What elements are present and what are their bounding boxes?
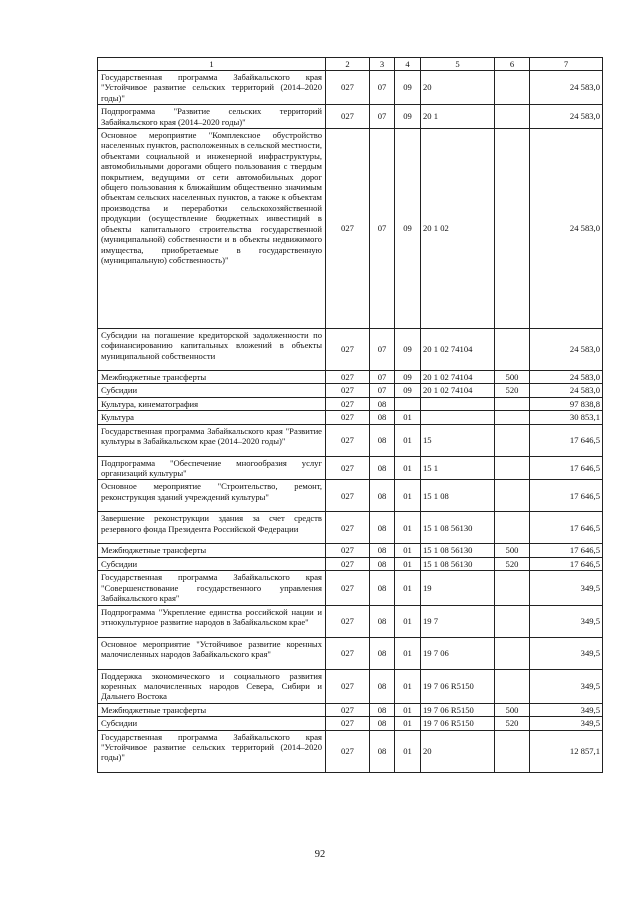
subsection-code-cell: 01 xyxy=(395,717,421,730)
expense-type-cell xyxy=(495,669,530,703)
ved-code-cell: 027 xyxy=(326,411,370,424)
ved-code-cell: 027 xyxy=(326,424,370,456)
row-name-cell: Субсидии xyxy=(98,384,326,397)
row-name-cell: Межбюджетные трансферты xyxy=(98,371,326,384)
section-code-cell: 08 xyxy=(370,703,395,716)
subsection-code-cell: 01 xyxy=(395,557,421,570)
target-article-cell: 19 7 06 R5150 xyxy=(421,717,495,730)
target-article-cell: 15 1 xyxy=(421,456,495,480)
amount-cell: 24 583,0 xyxy=(530,329,603,371)
amount-cell: 24 583,0 xyxy=(530,129,603,329)
table-row xyxy=(98,397,603,410)
target-article-cell: 15 xyxy=(421,424,495,456)
target-article-cell: 15 1 08 56130 xyxy=(421,544,495,557)
ved-code-cell: 027 xyxy=(326,637,370,669)
amount-cell: 97 838,8 xyxy=(530,397,603,410)
amount-cell: 17 646,5 xyxy=(530,480,603,512)
subsection-code-cell: 01 xyxy=(395,703,421,716)
subsection-code-cell: 01 xyxy=(395,637,421,669)
row-name-cell: Подпрограмма "Укрепление единства российской нации и этнокультурное развитие народов в Забайкальском крае" xyxy=(98,605,326,637)
row-name-cell: Культура, кинематография xyxy=(98,397,326,410)
target-article-cell xyxy=(421,411,495,424)
expense-type-cell: 500 xyxy=(495,371,530,384)
table-row xyxy=(98,669,603,703)
section-code-cell: 07 xyxy=(370,129,395,329)
row-name-cell: Культура xyxy=(98,411,326,424)
ved-code-cell: 027 xyxy=(326,397,370,410)
amount-cell: 24 583,0 xyxy=(530,384,603,397)
section-code-cell: 08 xyxy=(370,571,395,605)
expense-type-cell xyxy=(495,571,530,605)
ved-code-cell: 027 xyxy=(326,730,370,772)
expense-type-cell xyxy=(495,129,530,329)
amount-cell: 349,5 xyxy=(530,669,603,703)
target-article-cell: 19 7 06 xyxy=(421,637,495,669)
amount-cell: 17 646,5 xyxy=(530,557,603,570)
ved-code-cell: 027 xyxy=(326,129,370,329)
expense-type-cell: 520 xyxy=(495,384,530,397)
subsection-code-cell: 01 xyxy=(395,480,421,512)
subsection-code-cell: 09 xyxy=(395,129,421,329)
header-cell: 7 xyxy=(530,58,603,71)
ved-code-cell: 027 xyxy=(326,544,370,557)
row-name-cell: Основное мероприятие "Комплексное обустройство населенных пунктов, расположенных в сельской местности, объектами социальной и инженерной инфраструктуры, автомобильными дорогами общего пользования с твердым покрытием, ведущими от сети автомобильных дорог общего пользования к ближайшим общественно значимым объектам сельских населенных пунктов, а также к объектам производства и переработки сельскохозяйственной продукции (осуществление бюджетных инвестиций в объекты капитального строительства государственной (муниципальной) собственности и в объекты недвижимого имущества, приобретаемые в государственную (муниципальную) собственность)" xyxy=(98,129,326,329)
ved-code-cell: 027 xyxy=(326,456,370,480)
amount-cell: 349,5 xyxy=(530,703,603,716)
table-row xyxy=(98,703,603,716)
amount-cell: 30 853,1 xyxy=(530,411,603,424)
budget-table xyxy=(97,57,603,773)
target-article-cell: 20 1 02 xyxy=(421,129,495,329)
expense-type-cell: 500 xyxy=(495,544,530,557)
expense-type-cell xyxy=(495,512,530,544)
subsection-code-cell: 01 xyxy=(395,456,421,480)
row-name-cell: Завершение реконструкции здания за счет средств резервного фонда Президента Российской Федерации xyxy=(98,512,326,544)
ved-code-cell: 027 xyxy=(326,605,370,637)
expense-type-cell xyxy=(495,456,530,480)
subsection-code-cell: 01 xyxy=(395,544,421,557)
amount-cell: 349,5 xyxy=(530,637,603,669)
amount-cell: 24 583,0 xyxy=(530,105,603,129)
table-row xyxy=(98,384,603,397)
section-code-cell: 07 xyxy=(370,371,395,384)
ved-code-cell: 027 xyxy=(326,512,370,544)
section-code-cell: 07 xyxy=(370,71,395,105)
table-row xyxy=(98,637,603,669)
target-article-cell: 19 7 06 R5150 xyxy=(421,669,495,703)
target-article-cell xyxy=(421,397,495,410)
target-article-cell: 20 1 xyxy=(421,105,495,129)
table-row xyxy=(98,571,603,605)
expense-type-cell: 500 xyxy=(495,703,530,716)
ved-code-cell: 027 xyxy=(326,105,370,129)
section-code-cell: 07 xyxy=(370,329,395,371)
target-article-cell: 20 1 02 74104 xyxy=(421,371,495,384)
ved-code-cell: 027 xyxy=(326,703,370,716)
table-row xyxy=(98,605,603,637)
section-code-cell: 08 xyxy=(370,557,395,570)
expense-type-cell xyxy=(495,397,530,410)
subsection-code-cell: 01 xyxy=(395,424,421,456)
section-code-cell: 08 xyxy=(370,456,395,480)
ved-code-cell: 027 xyxy=(326,329,370,371)
expense-type-cell xyxy=(495,411,530,424)
target-article-cell: 15 1 08 56130 xyxy=(421,557,495,570)
row-name-cell: Государственная программа Забайкальского края "Устойчивое развитие сельских территорий (2014–2020 годы)" xyxy=(98,730,326,772)
header-cell: 4 xyxy=(395,58,421,71)
amount-cell: 349,5 xyxy=(530,717,603,730)
subsection-code-cell: 01 xyxy=(395,512,421,544)
header-cell: 5 xyxy=(421,58,495,71)
table-header-row xyxy=(98,58,603,71)
row-name-cell: Основное мероприятие "Строительство, ремонт, реконструкция зданий учреждений культуры" xyxy=(98,480,326,512)
amount-cell: 17 646,5 xyxy=(530,512,603,544)
header-cell: 2 xyxy=(326,58,370,71)
table-row xyxy=(98,480,603,512)
amount-cell: 24 583,0 xyxy=(530,371,603,384)
section-code-cell: 08 xyxy=(370,717,395,730)
section-code-cell: 07 xyxy=(370,384,395,397)
ved-code-cell: 027 xyxy=(326,384,370,397)
table-body xyxy=(98,71,603,773)
table-row xyxy=(98,544,603,557)
target-article-cell: 20 xyxy=(421,730,495,772)
target-article-cell: 19 7 xyxy=(421,605,495,637)
table-row xyxy=(98,411,603,424)
target-article-cell: 20 1 02 74104 xyxy=(421,329,495,371)
row-name-cell: Государственная программа Забайкальского края "Устойчивое развитие сельских территорий (2014–2020 годы)" xyxy=(98,71,326,105)
amount-cell: 24 583,0 xyxy=(530,71,603,105)
subsection-code-cell: 01 xyxy=(395,411,421,424)
target-article-cell: 19 xyxy=(421,571,495,605)
expense-type-cell xyxy=(495,71,530,105)
table-row xyxy=(98,456,603,480)
section-code-cell: 08 xyxy=(370,605,395,637)
target-article-cell: 20 1 02 74104 xyxy=(421,384,495,397)
section-code-cell: 08 xyxy=(370,730,395,772)
header-cell: 6 xyxy=(495,58,530,71)
table-row xyxy=(98,717,603,730)
subsection-code-cell: 01 xyxy=(395,730,421,772)
section-code-cell: 08 xyxy=(370,512,395,544)
subsection-code-cell: 01 xyxy=(395,605,421,637)
section-code-cell: 08 xyxy=(370,480,395,512)
table-row xyxy=(98,730,603,772)
amount-cell: 17 646,5 xyxy=(530,456,603,480)
subsection-code-cell: 09 xyxy=(395,71,421,105)
subsection-code-cell: 09 xyxy=(395,371,421,384)
section-code-cell: 08 xyxy=(370,637,395,669)
amount-cell: 17 646,5 xyxy=(530,424,603,456)
page-number: 92 xyxy=(314,849,326,860)
target-article-cell: 19 7 06 R5150 xyxy=(421,703,495,716)
expense-type-cell xyxy=(495,480,530,512)
ved-code-cell: 027 xyxy=(326,371,370,384)
section-code-cell: 07 xyxy=(370,105,395,129)
table-row xyxy=(98,371,603,384)
section-code-cell: 08 xyxy=(370,424,395,456)
ved-code-cell: 027 xyxy=(326,480,370,512)
table-row xyxy=(98,129,603,329)
expense-type-cell xyxy=(495,105,530,129)
ved-code-cell: 027 xyxy=(326,669,370,703)
row-name-cell: Межбюджетные трансферты xyxy=(98,703,326,716)
expense-type-cell: 520 xyxy=(495,717,530,730)
table-row xyxy=(98,557,603,570)
table-row xyxy=(98,424,603,456)
table-row xyxy=(98,512,603,544)
table-row xyxy=(98,105,603,129)
row-name-cell: Подпрограмма "Развитие сельских территорий Забайкальского края (2014–2020 годы)" xyxy=(98,105,326,129)
ved-code-cell: 027 xyxy=(326,717,370,730)
row-name-cell: Субсидии xyxy=(98,557,326,570)
row-name-cell: Субсидии xyxy=(98,717,326,730)
expense-type-cell xyxy=(495,329,530,371)
subsection-code-cell: 09 xyxy=(395,329,421,371)
expense-type-cell xyxy=(495,637,530,669)
amount-cell: 349,5 xyxy=(530,605,603,637)
row-name-cell: Субсидии на погашение кредиторской задолженности по софинансированию капитальных вложений в объекты муниципальной собственности xyxy=(98,329,326,371)
amount-cell: 17 646,5 xyxy=(530,544,603,557)
ved-code-cell: 027 xyxy=(326,71,370,105)
amount-cell: 349,5 xyxy=(530,571,603,605)
subsection-code-cell: 09 xyxy=(395,384,421,397)
row-name-cell: Государственная программа Забайкальского края "Развитие культуры в Забайкальском крае (2014–2020 годы)" xyxy=(98,424,326,456)
amount-cell: 12 857,1 xyxy=(530,730,603,772)
target-article-cell: 15 1 08 56130 xyxy=(421,512,495,544)
target-article-cell: 20 xyxy=(421,71,495,105)
expense-type-cell xyxy=(495,605,530,637)
subsection-code-cell xyxy=(395,397,421,410)
target-article-cell: 15 1 08 xyxy=(421,480,495,512)
table-row xyxy=(98,71,603,105)
header-cell: 3 xyxy=(370,58,395,71)
table-row xyxy=(98,329,603,371)
section-code-cell: 08 xyxy=(370,397,395,410)
expense-type-cell xyxy=(495,424,530,456)
expense-type-cell xyxy=(495,730,530,772)
row-name-cell: Подпрограмма "Обеспечение многообразия услуг организаций культуры" xyxy=(98,456,326,480)
row-name-cell: Основное мероприятие "Устойчивое развитие коренных малочисленных народов Забайкальского края" xyxy=(98,637,326,669)
ved-code-cell: 027 xyxy=(326,557,370,570)
section-code-cell: 08 xyxy=(370,411,395,424)
row-name-cell: Межбюджетные трансферты xyxy=(98,544,326,557)
row-name-cell: Поддержка экономического и социального развития коренных малочисленных народов Севера, Сибири и Дальнего Востока xyxy=(98,669,326,703)
subsection-code-cell: 01 xyxy=(395,571,421,605)
subsection-code-cell: 09 xyxy=(395,105,421,129)
row-name-cell: Государственная программа Забайкальского края "Совершенствование государственного управления Забайкальского края" xyxy=(98,571,326,605)
ved-code-cell: 027 xyxy=(326,571,370,605)
section-code-cell: 08 xyxy=(370,544,395,557)
expense-type-cell: 520 xyxy=(495,557,530,570)
subsection-code-cell: 01 xyxy=(395,669,421,703)
section-code-cell: 08 xyxy=(370,669,395,703)
header-cell: 1 xyxy=(98,58,326,71)
